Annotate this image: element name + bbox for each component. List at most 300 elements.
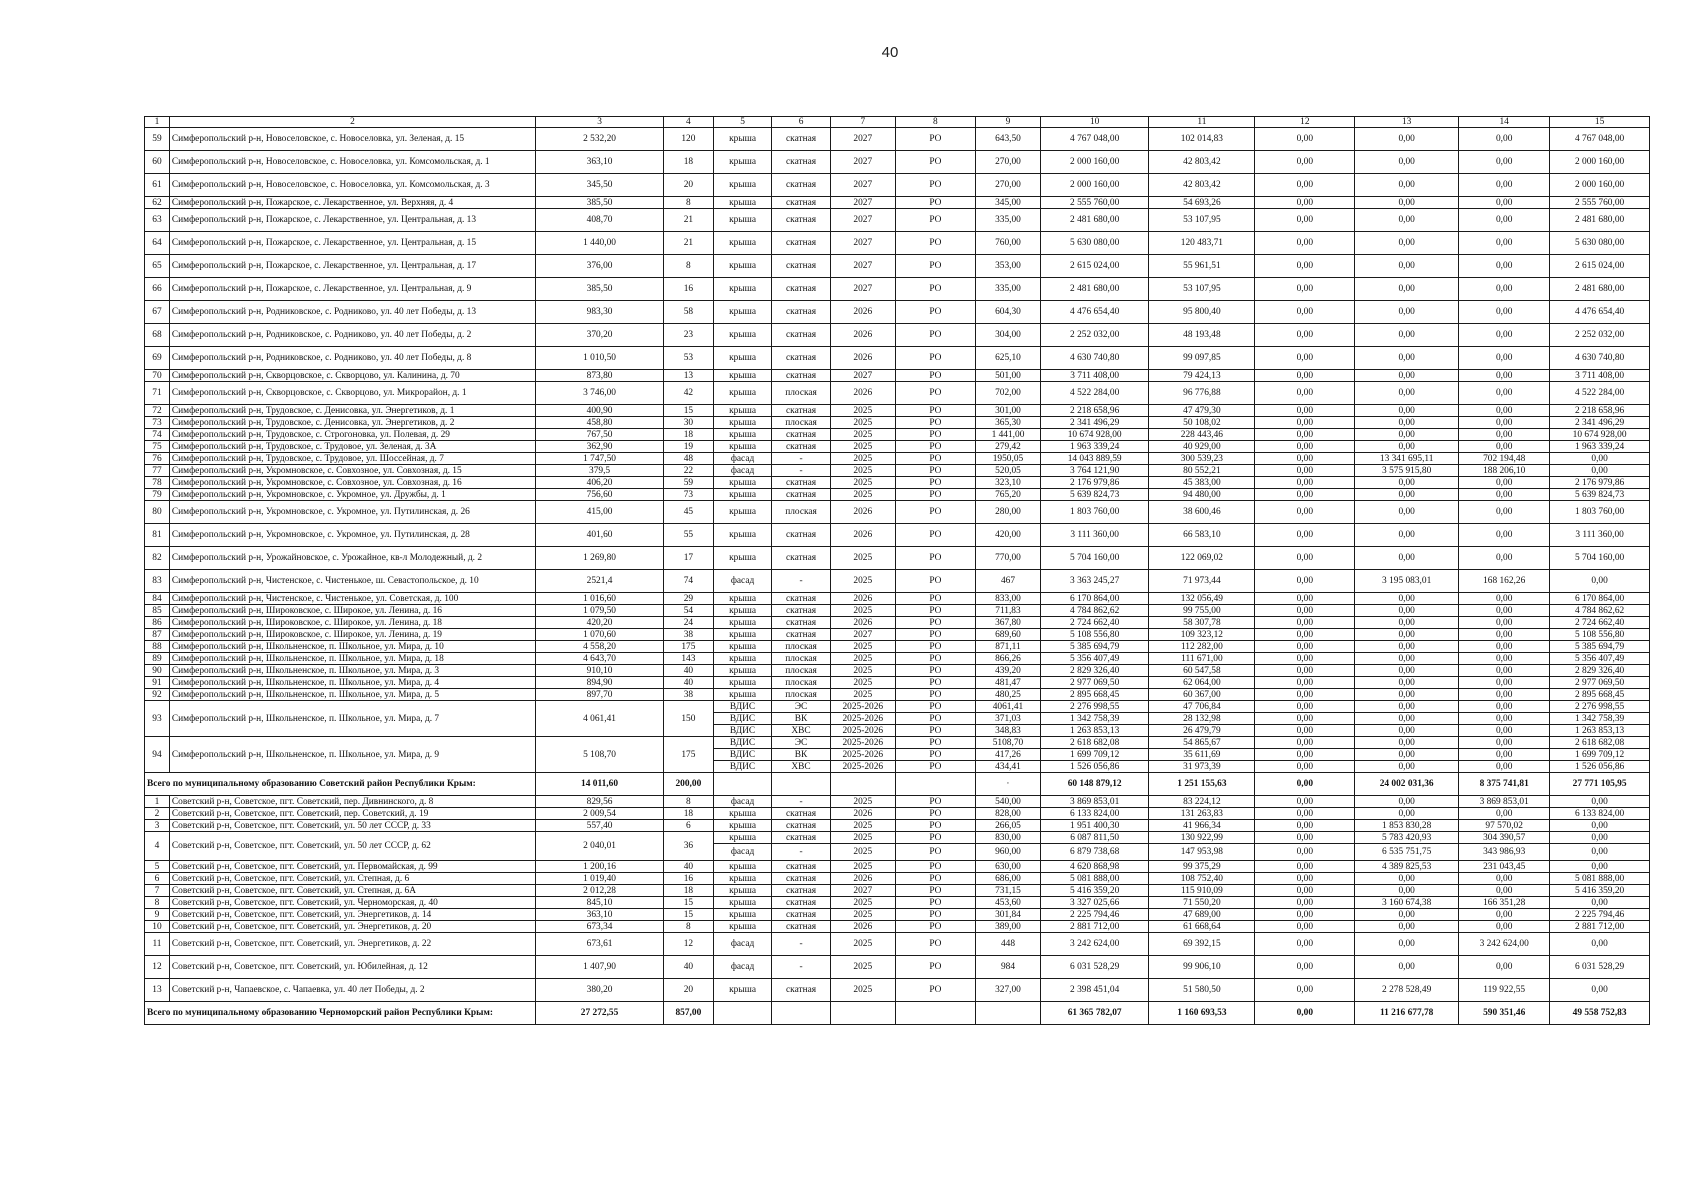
area-cell: 1 016,60 bbox=[536, 593, 664, 605]
col11-cell: 41 966,34 bbox=[1149, 820, 1255, 832]
work-kind-cell: - bbox=[772, 956, 831, 979]
col11-cell: 62 064,00 bbox=[1149, 677, 1255, 689]
row-number-cell: 8 bbox=[145, 897, 170, 909]
area-cell: 420,20 bbox=[536, 617, 664, 629]
row-number-cell: 81 bbox=[145, 524, 170, 547]
address-cell: Симферопольский р-н, Школьненское, п. Школьное, ул. Мира, д. 3 bbox=[169, 665, 535, 677]
col14-cell: 0,00 bbox=[1459, 629, 1550, 641]
total-cost-cell: 6 133 824,00 bbox=[1040, 808, 1148, 820]
volume-cell: 439,20 bbox=[975, 665, 1040, 677]
total-cost-cell: 3 242 624,00 bbox=[1040, 933, 1148, 956]
col14-cell: 0,00 bbox=[1459, 324, 1550, 347]
volume-cell: 345,00 bbox=[975, 197, 1040, 209]
total-cost-cell: 2 218 658,96 bbox=[1040, 405, 1148, 417]
total-cost-cell: 4 522 284,00 bbox=[1040, 382, 1148, 405]
volume-cell: 453,60 bbox=[975, 897, 1040, 909]
col13-cell: 0,00 bbox=[1355, 689, 1459, 701]
table-row bbox=[145, 524, 1650, 547]
work-kind-cell: скатная bbox=[772, 629, 831, 641]
area-cell: 1 200,16 bbox=[536, 861, 664, 873]
col13-cell: 0,00 bbox=[1355, 128, 1459, 151]
column-number-header: 11 bbox=[1149, 117, 1255, 128]
work-kind-cell: скатная bbox=[772, 278, 831, 301]
year-cell: 2025 bbox=[830, 605, 895, 617]
col14-cell: 3 869 853,01 bbox=[1459, 796, 1550, 808]
work-type-cell: крыша bbox=[713, 197, 772, 209]
year-cell: 2027 bbox=[830, 174, 895, 197]
source-cell: РО bbox=[895, 689, 975, 701]
total-area-cell: 14 011,60 bbox=[536, 773, 664, 796]
col14-cell: 0,00 bbox=[1459, 689, 1550, 701]
table-row bbox=[145, 933, 1650, 956]
work-type-cell: крыша bbox=[713, 429, 772, 441]
col14-cell: 0,00 bbox=[1459, 501, 1550, 524]
volume-cell: 270,00 bbox=[975, 151, 1040, 174]
total-cost-cell: 3 111 360,00 bbox=[1040, 524, 1148, 547]
col14-cell: 0,00 bbox=[1459, 209, 1550, 232]
total-cost-cell: 2 977 069,50 bbox=[1040, 677, 1148, 689]
work-type-cell: крыша bbox=[713, 808, 772, 820]
residents-cell: 8 bbox=[663, 796, 713, 808]
col15-cell: 5 385 694,79 bbox=[1550, 641, 1650, 653]
source-cell: РО bbox=[895, 382, 975, 405]
work-kind-cell: ХВС bbox=[772, 761, 831, 773]
address-cell: Симферопольский р-н, Пожарское, с. Лекарственное, ул. Центральная, д. 9 bbox=[169, 278, 535, 301]
col13-cell: 0,00 bbox=[1355, 501, 1459, 524]
work-kind-cell: плоская bbox=[772, 665, 831, 677]
work-type-cell: крыша bbox=[713, 677, 772, 689]
year-cell: 2025 bbox=[830, 933, 895, 956]
source-cell: РО bbox=[895, 347, 975, 370]
volume-cell: 828,00 bbox=[975, 808, 1040, 820]
table-row bbox=[145, 909, 1650, 921]
volume-cell: 960,00 bbox=[975, 844, 1040, 861]
work-type-cell: крыша bbox=[713, 255, 772, 278]
col14-cell: 0,00 bbox=[1459, 605, 1550, 617]
total-cost-cell: 2 481 680,00 bbox=[1040, 278, 1148, 301]
column-number-header: 3 bbox=[536, 117, 664, 128]
col12-cell: 0,00 bbox=[1255, 465, 1355, 477]
year-cell: 2027 bbox=[830, 209, 895, 232]
work-type-cell: фасад bbox=[713, 570, 772, 593]
col12-cell: 0,00 bbox=[1255, 370, 1355, 382]
col15-cell: 5 630 080,00 bbox=[1550, 232, 1650, 255]
work-kind-cell: скатная bbox=[772, 909, 831, 921]
source-cell: РО bbox=[895, 796, 975, 808]
total-cost-cell: 5 416 359,20 bbox=[1040, 885, 1148, 897]
total-col13-cell: 11 216 677,78 bbox=[1355, 1002, 1459, 1025]
source-cell: РО bbox=[895, 197, 975, 209]
col11-cell: 53 107,95 bbox=[1149, 278, 1255, 301]
col14-cell: 0,00 bbox=[1459, 921, 1550, 933]
year-cell: 2025 bbox=[830, 477, 895, 489]
source-cell: РО bbox=[895, 278, 975, 301]
source-cell: РО bbox=[895, 441, 975, 453]
row-number-cell: 10 bbox=[145, 921, 170, 933]
col14-cell: 0,00 bbox=[1459, 489, 1550, 501]
area-cell: 458,80 bbox=[536, 417, 664, 429]
col14-cell: 0,00 bbox=[1459, 885, 1550, 897]
source-cell: РО bbox=[895, 629, 975, 641]
year-cell: 2026 bbox=[830, 617, 895, 629]
empty-cell bbox=[830, 773, 895, 796]
col14-cell: 0,00 bbox=[1459, 956, 1550, 979]
row-number-cell: 70 bbox=[145, 370, 170, 382]
address-cell: Симферопольский р-н, Родниковское, с. Родниково, ул. 40 лет Победы, д. 2 bbox=[169, 324, 535, 347]
table-row bbox=[145, 547, 1650, 570]
row-number-cell: 77 bbox=[145, 465, 170, 477]
year-cell: 2025-2026 bbox=[830, 761, 895, 773]
col14-cell: 0,00 bbox=[1459, 174, 1550, 197]
col11-cell: 80 552,21 bbox=[1149, 465, 1255, 477]
col12-cell: 0,00 bbox=[1255, 844, 1355, 861]
table-row bbox=[145, 605, 1650, 617]
source-cell: РО bbox=[895, 885, 975, 897]
work-kind-cell: плоская bbox=[772, 501, 831, 524]
col11-cell: 109 323,12 bbox=[1149, 629, 1255, 641]
empty-cell bbox=[772, 1002, 831, 1025]
year-cell: 2026 bbox=[830, 301, 895, 324]
residents-cell: 15 bbox=[663, 897, 713, 909]
col12-cell: 0,00 bbox=[1255, 653, 1355, 665]
residents-cell: 13 bbox=[663, 370, 713, 382]
total-label-cell: Всего по муниципальному образованию Черноморский район Республики Крым: bbox=[145, 1002, 536, 1025]
col14-cell: 0,00 bbox=[1459, 725, 1550, 737]
address-cell: Симферопольский р-н, Пожарское, с. Лекарственное, ул. Центральная, д. 17 bbox=[169, 255, 535, 278]
address-cell: Советский р-н, Советское, пгт. Советский, ул. Степная, д. 6 bbox=[169, 873, 535, 885]
year-cell: 2025 bbox=[830, 956, 895, 979]
residents-cell: 175 bbox=[663, 737, 713, 773]
year-cell: 2027 bbox=[830, 255, 895, 278]
row-number-cell: 9 bbox=[145, 909, 170, 921]
work-type-cell: крыша bbox=[713, 617, 772, 629]
residents-cell: 40 bbox=[663, 665, 713, 677]
area-cell: 408,70 bbox=[536, 209, 664, 232]
volume-cell: 501,00 bbox=[975, 370, 1040, 382]
work-type-cell: крыша bbox=[713, 665, 772, 677]
work-type-cell: крыша bbox=[713, 370, 772, 382]
source-cell: РО bbox=[895, 956, 975, 979]
area-cell: 894,90 bbox=[536, 677, 664, 689]
col15-cell: 1 699 709,12 bbox=[1550, 749, 1650, 761]
source-cell: РО bbox=[895, 979, 975, 1002]
volume-cell: 765,20 bbox=[975, 489, 1040, 501]
col14-cell: 0,00 bbox=[1459, 617, 1550, 629]
year-cell: 2025-2026 bbox=[830, 737, 895, 749]
residents-cell: 40 bbox=[663, 956, 713, 979]
address-cell: Советский р-н, Чапаевское, с. Чапаевка, ул. 40 лет Победы, д. 2 bbox=[169, 979, 535, 1002]
volume-cell: 279,42 bbox=[975, 441, 1040, 453]
table-row bbox=[145, 174, 1650, 197]
col15-cell: 0,00 bbox=[1550, 861, 1650, 873]
area-cell: 1 019,40 bbox=[536, 873, 664, 885]
col13-cell: 0,00 bbox=[1355, 956, 1459, 979]
area-cell: 845,10 bbox=[536, 897, 664, 909]
address-cell: Симферопольский р-н, Скворцовское, с. Скворцово, ул. Калинина, д. 70 bbox=[169, 370, 535, 382]
year-cell: 2027 bbox=[830, 128, 895, 151]
row-number-cell: 6 bbox=[145, 873, 170, 885]
volume-cell: 4061,41 bbox=[975, 701, 1040, 713]
row-number-cell: 79 bbox=[145, 489, 170, 501]
col13-cell: 0,00 bbox=[1355, 653, 1459, 665]
col12-cell: 0,00 bbox=[1255, 605, 1355, 617]
total-cost-cell: 4 784 862,62 bbox=[1040, 605, 1148, 617]
residents-cell: 20 bbox=[663, 174, 713, 197]
work-type-cell: крыша bbox=[713, 629, 772, 641]
residents-cell: 38 bbox=[663, 629, 713, 641]
year-cell: 2027 bbox=[830, 232, 895, 255]
row-number-cell: 80 bbox=[145, 501, 170, 524]
residents-cell: 120 bbox=[663, 128, 713, 151]
year-cell: 2025 bbox=[830, 689, 895, 701]
address-cell: Симферопольский р-н, Широковское, с. Широкое, ул. Ленина, д. 19 bbox=[169, 629, 535, 641]
address-cell: Советский р-н, Советское, пгт. Советский, ул. 50 лет СССР, д. 33 bbox=[169, 820, 535, 832]
col12-cell: 0,00 bbox=[1255, 524, 1355, 547]
work-kind-cell: ЭС bbox=[772, 737, 831, 749]
row-number-cell: 62 bbox=[145, 197, 170, 209]
col14-cell: 0,00 bbox=[1459, 417, 1550, 429]
work-kind-cell: скатная bbox=[772, 255, 831, 278]
col12-cell: 0,00 bbox=[1255, 477, 1355, 489]
total-cost-cell: 2 252 032,00 bbox=[1040, 324, 1148, 347]
source-cell: РО bbox=[895, 761, 975, 773]
col11-cell: 60 367,00 bbox=[1149, 689, 1255, 701]
empty-cell bbox=[772, 773, 831, 796]
year-cell: 2025 bbox=[830, 909, 895, 921]
residents-cell: 8 bbox=[663, 921, 713, 933]
area-cell: 673,34 bbox=[536, 921, 664, 933]
source-cell: РО bbox=[895, 370, 975, 382]
col12-cell: 0,00 bbox=[1255, 933, 1355, 956]
address-cell: Симферопольский р-н, Чистенское, с. Чистенькое, ш. Севастопольское, д. 10 bbox=[169, 570, 535, 593]
work-kind-cell: - bbox=[772, 844, 831, 861]
table-row bbox=[145, 151, 1650, 174]
total-label-cell: Всего по муниципальному образованию Советский район Республики Крым: bbox=[145, 773, 536, 796]
residents-cell: 8 bbox=[663, 255, 713, 278]
column-number-header: 2 bbox=[169, 117, 535, 128]
residents-cell: 21 bbox=[663, 209, 713, 232]
work-kind-cell: плоская bbox=[772, 653, 831, 665]
col15-cell: 2 000 160,00 bbox=[1550, 174, 1650, 197]
col13-cell: 0,00 bbox=[1355, 761, 1459, 773]
col11-cell: 53 107,95 bbox=[1149, 209, 1255, 232]
col14-cell: 0,00 bbox=[1459, 477, 1550, 489]
residents-cell: 22 bbox=[663, 465, 713, 477]
empty-cell bbox=[830, 1002, 895, 1025]
address-cell: Советский р-н, Советское, пгт. Советский, пер. Дивнинского, д. 8 bbox=[169, 796, 535, 808]
col15-cell: 0,00 bbox=[1550, 453, 1650, 465]
col12-cell: 0,00 bbox=[1255, 128, 1355, 151]
table-row bbox=[145, 629, 1650, 641]
work-kind-cell: скатная bbox=[772, 232, 831, 255]
col15-cell: 0,00 bbox=[1550, 897, 1650, 909]
work-type-cell: крыша bbox=[713, 232, 772, 255]
residents-cell: 74 bbox=[663, 570, 713, 593]
area-cell: 4 558,20 bbox=[536, 641, 664, 653]
table-row bbox=[145, 232, 1650, 255]
column-number-header: 5 bbox=[713, 117, 772, 128]
col12-cell: 0,00 bbox=[1255, 347, 1355, 370]
address-cell: Советский р-н, Советское, пгт. Советский, ул. Энергетиков, д. 22 bbox=[169, 933, 535, 956]
col13-cell: 0,00 bbox=[1355, 197, 1459, 209]
volume-cell: 760,00 bbox=[975, 232, 1040, 255]
table-row bbox=[145, 324, 1650, 347]
address-cell: Советский р-н, Советское, пгт. Советский, ул. Энергетиков, д. 14 bbox=[169, 909, 535, 921]
col15-cell: 2 895 668,45 bbox=[1550, 689, 1650, 701]
col14-cell: 0,00 bbox=[1459, 278, 1550, 301]
col12-cell: 0,00 bbox=[1255, 629, 1355, 641]
table-row bbox=[145, 429, 1650, 441]
table-row bbox=[145, 808, 1650, 820]
table-row bbox=[145, 405, 1650, 417]
source-cell: РО bbox=[895, 570, 975, 593]
total-cost-cell: 1 526 056,86 bbox=[1040, 761, 1148, 773]
source-cell: РО bbox=[895, 897, 975, 909]
col13-cell: 0,00 bbox=[1355, 701, 1459, 713]
col12-cell: 0,00 bbox=[1255, 677, 1355, 689]
col11-cell: 66 583,10 bbox=[1149, 524, 1255, 547]
residents-cell: 38 bbox=[663, 689, 713, 701]
work-type-cell: фасад bbox=[713, 933, 772, 956]
col15-cell: 2 555 760,00 bbox=[1550, 197, 1650, 209]
col14-cell: 0,00 bbox=[1459, 641, 1550, 653]
table-row bbox=[145, 897, 1650, 909]
work-kind-cell: скатная bbox=[772, 897, 831, 909]
page-number: 40 bbox=[881, 44, 899, 61]
area-cell: 406,20 bbox=[536, 477, 664, 489]
year-cell: 2026 bbox=[830, 501, 895, 524]
col13-cell: 0,00 bbox=[1355, 151, 1459, 174]
area-cell: 1 407,90 bbox=[536, 956, 664, 979]
address-cell: Симферопольский р-н, Школьненское, п. Школьное, ул. Мира, д. 9 bbox=[169, 737, 535, 773]
work-kind-cell: скатная bbox=[772, 921, 831, 933]
work-type-cell: крыша bbox=[713, 347, 772, 370]
col15-cell: 3 111 360,00 bbox=[1550, 524, 1650, 547]
work-kind-cell: плоская bbox=[772, 641, 831, 653]
residents-cell: 16 bbox=[663, 873, 713, 885]
col15-cell: 5 108 556,80 bbox=[1550, 629, 1650, 641]
total-residents-cell: 200,00 bbox=[663, 773, 713, 796]
volume-cell: 335,00 bbox=[975, 278, 1040, 301]
table-row bbox=[145, 441, 1650, 453]
year-cell: 2025 bbox=[830, 653, 895, 665]
address-cell: Советский р-н, Советское, пгт. Советский, пер. Советский, д. 19 bbox=[169, 808, 535, 820]
col15-cell: 3 711 408,00 bbox=[1550, 370, 1650, 382]
address-cell: Симферопольский р-н, Родниковское, с. Родниково, ул. 40 лет Победы, д. 13 bbox=[169, 301, 535, 324]
row-number-cell: 71 bbox=[145, 382, 170, 405]
volume-cell: 731,15 bbox=[975, 885, 1040, 897]
residents-cell: 30 bbox=[663, 417, 713, 429]
col15-cell: 2 724 662,40 bbox=[1550, 617, 1650, 629]
col12-cell: 0,00 bbox=[1255, 324, 1355, 347]
area-cell: 380,20 bbox=[536, 979, 664, 1002]
total-cost-cell: 5 704 160,00 bbox=[1040, 547, 1148, 570]
address-cell: Советский р-н, Советское, пгт. Советский, ул. Юбилейная, д. 12 bbox=[169, 956, 535, 979]
year-cell: 2025 bbox=[830, 547, 895, 570]
table-row bbox=[145, 301, 1650, 324]
row-number-cell: 82 bbox=[145, 547, 170, 570]
table-row bbox=[145, 885, 1650, 897]
col13-cell: 0,00 bbox=[1355, 382, 1459, 405]
year-cell: 2027 bbox=[830, 370, 895, 382]
table-row bbox=[145, 861, 1650, 873]
table-row bbox=[145, 820, 1650, 832]
volume-cell: 304,00 bbox=[975, 324, 1040, 347]
total-cost-cell: 3 764 121,90 bbox=[1040, 465, 1148, 477]
work-type-cell: крыша bbox=[713, 324, 772, 347]
year-cell: 2026 bbox=[830, 524, 895, 547]
col14-cell: 0,00 bbox=[1459, 524, 1550, 547]
work-kind-cell: скатная bbox=[772, 885, 831, 897]
area-cell: 385,50 bbox=[536, 197, 664, 209]
source-cell: РО bbox=[895, 933, 975, 956]
table-row bbox=[145, 593, 1650, 605]
col15-cell: 2 276 998,55 bbox=[1550, 701, 1650, 713]
work-kind-cell: плоская bbox=[772, 417, 831, 429]
column-number-header: 15 bbox=[1550, 117, 1650, 128]
table-row bbox=[145, 570, 1650, 593]
volume-cell: 323,10 bbox=[975, 477, 1040, 489]
row-number-cell: 86 bbox=[145, 617, 170, 629]
address-cell: Симферопольский р-н, Родниковское, с. Родниково, ул. 40 лет Победы, д. 8 bbox=[169, 347, 535, 370]
total-cost-cell: 3 327 025,66 bbox=[1040, 897, 1148, 909]
total-cost-cell: 5 639 824,73 bbox=[1040, 489, 1148, 501]
col14-cell: 3 242 624,00 bbox=[1459, 933, 1550, 956]
column-number-header: 4 bbox=[663, 117, 713, 128]
source-cell: РО bbox=[895, 405, 975, 417]
address-cell: Симферопольский р-н, Школьненское, п. Школьное, ул. Мира, д. 10 bbox=[169, 641, 535, 653]
area-cell: 363,10 bbox=[536, 151, 664, 174]
col13-cell: 0,00 bbox=[1355, 524, 1459, 547]
residents-cell: 58 bbox=[663, 301, 713, 324]
col14-cell: 166 351,28 bbox=[1459, 897, 1550, 909]
row-number-cell: 12 bbox=[145, 956, 170, 979]
total-cost-cell: 6 031 528,29 bbox=[1040, 956, 1148, 979]
col14-cell: 0,00 bbox=[1459, 701, 1550, 713]
col13-cell: 0,00 bbox=[1355, 417, 1459, 429]
header-row bbox=[145, 117, 1650, 128]
source-cell: РО bbox=[895, 477, 975, 489]
source-cell: РО bbox=[895, 324, 975, 347]
year-cell: 2025 bbox=[830, 489, 895, 501]
col11-cell: 50 108,02 bbox=[1149, 417, 1255, 429]
total-cost-cell: 5 630 080,00 bbox=[1040, 232, 1148, 255]
work-kind-cell: скатная bbox=[772, 593, 831, 605]
col12-cell: 0,00 bbox=[1255, 417, 1355, 429]
source-cell: РО bbox=[895, 909, 975, 921]
work-kind-cell: - bbox=[772, 465, 831, 477]
col13-cell: 0,00 bbox=[1355, 477, 1459, 489]
address-cell: Симферопольский р-н, Трудовское, с. Трудовое, ул. Зеленая, д. 3А bbox=[169, 441, 535, 453]
col11-cell: 45 383,00 bbox=[1149, 477, 1255, 489]
col13-cell: 0,00 bbox=[1355, 617, 1459, 629]
col15-cell: 2 000 160,00 bbox=[1550, 151, 1650, 174]
residents-cell: 59 bbox=[663, 477, 713, 489]
area-cell: 2 012,28 bbox=[536, 885, 664, 897]
total-row bbox=[145, 1002, 1650, 1025]
col15-cell: 0,00 bbox=[1550, 820, 1650, 832]
col15-cell: 0,00 bbox=[1550, 796, 1650, 808]
residents-cell: 73 bbox=[663, 489, 713, 501]
year-cell: 2026 bbox=[830, 873, 895, 885]
work-type-cell: крыша bbox=[713, 174, 772, 197]
residents-cell: 18 bbox=[663, 429, 713, 441]
source-cell: РО bbox=[895, 489, 975, 501]
col13-cell: 1 853 830,28 bbox=[1355, 820, 1459, 832]
source-cell: РО bbox=[895, 465, 975, 477]
address-cell: Симферопольский р-н, Урожайновское, с. Урожайное, кв-л Молодежный, д. 2 bbox=[169, 547, 535, 570]
col13-cell: 0,00 bbox=[1355, 933, 1459, 956]
